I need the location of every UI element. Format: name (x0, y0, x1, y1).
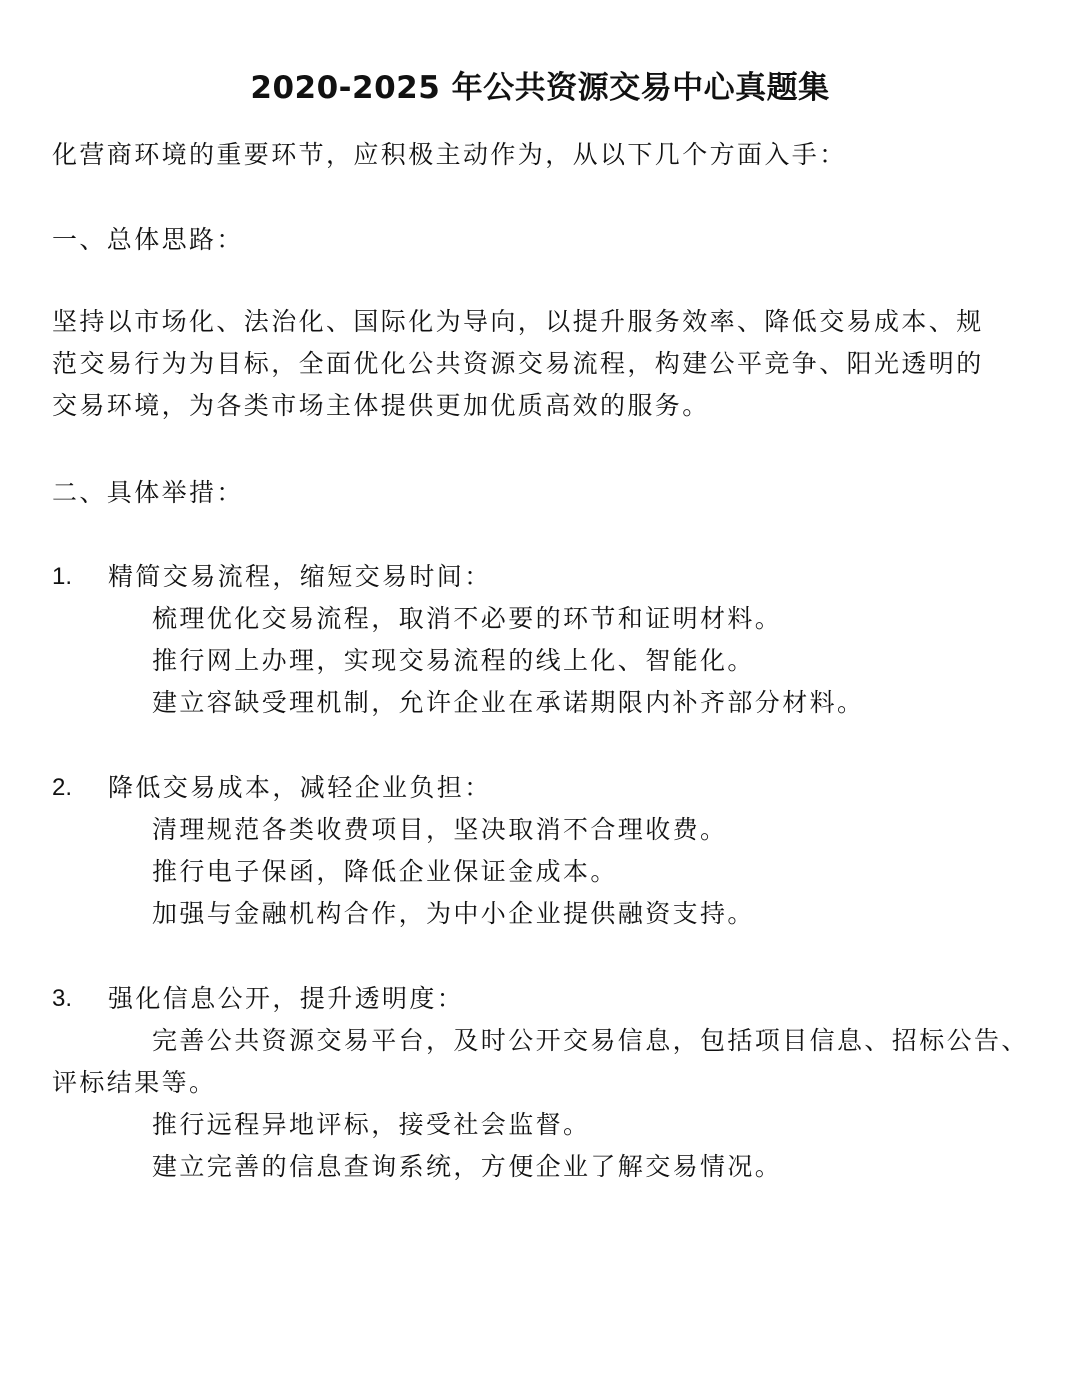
section-one-heading: 一、总体思路： (52, 225, 244, 254)
measure-1-point-2: 推行网上办理，实现交易流程的线上化、智能化。 (152, 646, 755, 675)
measure-1-number: 1. (52, 563, 73, 590)
measure-2-number: 2. (52, 774, 73, 801)
measure-3-title: 强化信息公开，提升透明度： (108, 984, 465, 1013)
measure-2-point-3: 加强与金融机构合作，为中小企业提供融资支持。 (152, 899, 755, 928)
measure-1-point-1: 梳理优化交易流程，取消不必要的环节和证明材料。 (152, 604, 783, 633)
measure-2-point-1: 清理规范各类收费项目，坚决取消不合理收费。 (152, 815, 728, 844)
section-one-line-3: 交易环境，为各类市场主体提供更加优质高效的服务。 (52, 391, 710, 420)
measure-3-number: 3. (52, 985, 73, 1012)
section-two-heading: 二、具体举措： (52, 478, 244, 507)
measure-1-title: 精简交易流程，缩短交易时间： (108, 562, 492, 591)
measure-3-point-3: 建立完善的信息查询系统，方便企业了解交易情况。 (152, 1152, 783, 1181)
measure-2-title: 降低交易成本，减轻企业负担： (108, 773, 492, 802)
measure-1-point-3: 建立容缺受理机制，允许企业在承诺期限内补齐部分材料。 (152, 688, 865, 717)
measure-2-point-2: 推行电子保函，降低企业保证金成本。 (152, 857, 618, 886)
section-one-line-1: 坚持以市场化、法治化、国际化为导向，以提升服务效率、降低交易成本、规 (52, 307, 984, 336)
intro-line: 化营商环境的重要环节，应积极主动作为，从以下几个方面入手： (52, 140, 847, 169)
measure-3-point-2: 推行远程异地评标，接受社会监督。 (152, 1110, 591, 1139)
section-one-line-2: 范交易行为为目标，全面优化公共资源交易流程，构建公平竞争、阳光透明的 (52, 349, 984, 378)
page-title: 2020-2025 年公共资源交易中心真题集 (250, 70, 830, 106)
measure-3-point-1-continued: 评标结果等。 (52, 1068, 217, 1097)
measure-3-point-1: 完善公共资源交易平台，及时公开交易信息，包括项目信息、招标公告、 (152, 1026, 1029, 1055)
